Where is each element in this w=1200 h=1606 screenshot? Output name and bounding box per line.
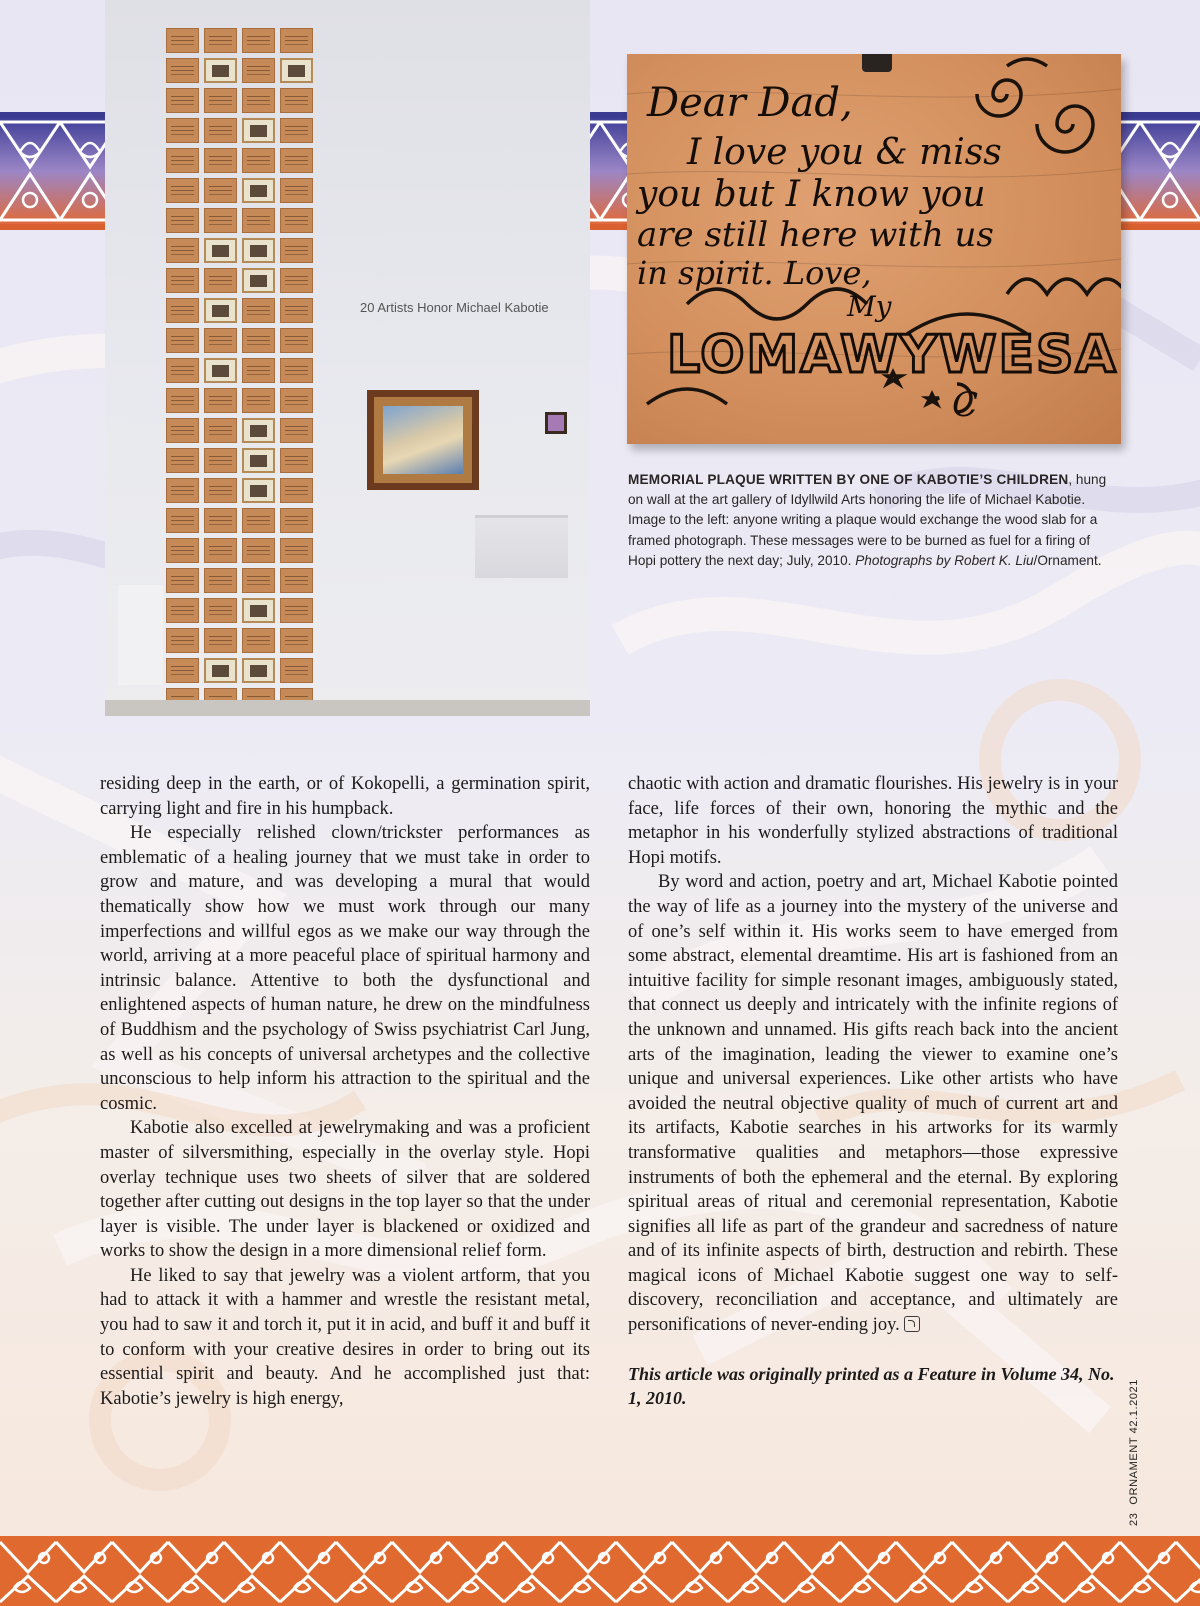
memorial-plaque	[166, 628, 199, 653]
page-number: 23	[1128, 1512, 1140, 1526]
memorial-plaque	[204, 178, 237, 203]
article-paragraph: chaotic with action and dramatic flourishes. His jewelry is in your face, life forces of their own, honoring the mythic and the metaphor in his wonderfully stylized abstractions of traditional Hopi motifs.	[628, 774, 1118, 868]
article-origin-note: This article was originally printed as a Feature in Volume 34, No. 1, 2010.	[628, 1363, 1115, 1409]
memorial-plaque	[166, 88, 199, 113]
memorial-plaque	[280, 658, 313, 683]
memorial-plaque	[280, 358, 313, 383]
memorial-plaque	[242, 328, 275, 353]
memorial-plaque	[280, 418, 313, 443]
memorial-plaque	[242, 268, 275, 293]
memorial-plaque	[280, 328, 313, 353]
memorial-plaque	[204, 538, 237, 563]
memorial-plaque	[166, 388, 199, 413]
memorial-plaque	[204, 358, 237, 383]
article-paragraph: residing deep in the earth, or of Kokopelli, a germination spirit, carrying light and fire in his humpback.	[100, 774, 590, 819]
memorial-plaque	[166, 298, 199, 323]
memorial-plaque	[280, 178, 313, 203]
memorial-plaque	[280, 28, 313, 53]
memorial-plaque	[204, 418, 237, 443]
memorial-plaque	[166, 568, 199, 593]
memorial-plaque	[204, 88, 237, 113]
memorial-plaque	[204, 598, 237, 623]
memorial-plaque	[280, 388, 313, 413]
memorial-plaque	[204, 148, 237, 173]
memorial-plaque	[280, 238, 313, 263]
memorial-plaque	[166, 118, 199, 143]
memorial-plaque	[166, 148, 199, 173]
display-pedestal	[118, 585, 163, 685]
memorial-plaque	[280, 208, 313, 233]
memorial-plaque	[204, 508, 237, 533]
memorial-plaque	[242, 448, 275, 473]
bottom-decorative-band	[0, 1536, 1200, 1606]
memorial-plaque	[166, 658, 199, 683]
magazine-issue: ORNAMENT 42.1.2021	[1128, 1379, 1140, 1505]
memorial-plaque	[280, 448, 313, 473]
plaque-grid	[166, 28, 316, 716]
memorial-plaque	[280, 508, 313, 533]
memorial-plaque	[166, 28, 199, 53]
memorial-plaque	[204, 628, 237, 653]
article-column-left	[100, 772, 590, 1411]
framed-painting	[367, 390, 479, 490]
memorial-plaque	[242, 178, 275, 203]
memorial-plaque	[242, 148, 275, 173]
memorial-plaque	[204, 448, 237, 473]
gallery-wall-label: 20 Artists Honor Michael Kabotie	[360, 300, 549, 315]
memorial-plaque	[280, 268, 313, 293]
memorial-plaque	[204, 328, 237, 353]
memorial-plaque	[204, 658, 237, 683]
memorial-plaque	[166, 328, 199, 353]
memorial-plaque	[166, 448, 199, 473]
page-folio	[1128, 1379, 1140, 1526]
memorial-plaque	[280, 58, 313, 83]
memorial-plaque	[166, 268, 199, 293]
memorial-plaque	[242, 418, 275, 443]
memorial-plaque	[242, 658, 275, 683]
memorial-plaque	[166, 478, 199, 503]
article-column-right	[628, 772, 1118, 1411]
gallery-floor	[105, 700, 590, 716]
memorial-plaque	[280, 628, 313, 653]
memorial-plaque	[204, 298, 237, 323]
memorial-plaque	[242, 628, 275, 653]
memorial-plaque	[166, 538, 199, 563]
memorial-plaque	[242, 568, 275, 593]
memorial-plaque	[204, 568, 237, 593]
memorial-plaque	[280, 598, 313, 623]
gallery-wall-photo	[105, 0, 590, 716]
memorial-plaque	[242, 58, 275, 83]
caption-body: , hung on wall at the art gallery of Idyllwild Arts honoring the life of Michael Kabotie. Image to the left: anyone writing a plaque would exchange the wood slab for a framed photograph. These messages were to be burned as fuel for a firing of Hopi pottery the next day; July, 2010.	[628, 472, 1107, 568]
memorial-plaque	[166, 238, 199, 263]
memorial-plaque	[166, 508, 199, 533]
handwriting-line-3: you but I know you	[637, 174, 986, 215]
caption-heading: MEMORIAL PLAQUE WRITTEN BY ONE OF KABOTIE’S CHILDREN	[628, 472, 1069, 487]
memorial-plaque	[204, 388, 237, 413]
memorial-plaque	[280, 298, 313, 323]
memorial-plaque	[204, 478, 237, 503]
memorial-plaque	[166, 178, 199, 203]
memorial-plaque	[204, 238, 237, 263]
memorial-plaque	[242, 358, 275, 383]
memorial-plaque	[166, 598, 199, 623]
memorial-plaque	[166, 208, 199, 233]
display-shelf	[475, 515, 568, 578]
article-paragraph: Kabotie also excelled at jewelrymaking and was a proficient master of silversmithing, especially in the overlay style. Hopi overlay technique uses two sheets of silver that are soldered together after cutting out designs in the top layer so that the under layer is visible. The under layer is blackened or oxidized and works to show the design in a more dimensional relief form.	[100, 1118, 590, 1262]
memorial-plaque-photo	[627, 54, 1121, 444]
handwriting-line-2: I love you & miss	[687, 132, 1002, 173]
memorial-plaque	[280, 118, 313, 143]
memorial-plaque	[280, 148, 313, 173]
memorial-plaque	[242, 478, 275, 503]
memorial-plaque	[242, 88, 275, 113]
memorial-plaque	[166, 358, 199, 383]
small-framed-artwork	[545, 412, 567, 434]
handwriting-line-5: in spirit. Love,	[637, 254, 872, 292]
article-paragraph-text: By word and action, poetry and art, Michael Kabotie pointed the way of life as a journey into the mystery of the universe and of one’s self within it. His works seem to have emerged from some abstract, elemental dreamtime. His art is fashioned from an intuitive facility for simple resonant images, ambiguously stated, that connect us deeply and intricately with the infinite regions of the unknown and unnamed. His gifts reach back into the ancient arts of the imagination, leading the viewer to examine one’s unique and universal experiences. Like other artists who have avoided the neutral objective quality of much of current art and its artifacts, Kabotie searches in his artworks for its warmly transformative qualities and metaphors—those expressive instruments of both the ephemeral and the eternal. By exploring spiritual areas of ritual and ceremonial representation, Kabotie signifies all life as part of the grandeur and sacredness of nature and of its infinite aspects of birth, destruction and rebirth. These magical icons of Michael Kabotie suggest one way to self-discovery, reconciliation and acceptance, and ultimately are personifications of never-ending joy.	[628, 872, 1118, 1336]
memorial-plaque	[166, 58, 199, 83]
memorial-plaque	[242, 208, 275, 233]
memorial-plaque	[280, 478, 313, 503]
article-paragraph: He especially relished clown/trickster performances as emblematic of a healing journey that we must take in order to grow and mature, and was developing a mural that would thematically show how we must work through our many imperfections and willful egos as we make our way through the world, arriving at a more peaceful place of spiritual harmony and intrinsic balance. Attentive to both the dysfunctional and enlightened aspects of human nature, he drew on the mindfulness of Buddhism and the psychology of Swiss psychiatrist Carl Jung, as well as his concepts of universal archetypes and the collective unconscious to help inform his attraction to the spiritual and the cosmic.	[100, 823, 590, 1114]
memorial-plaque	[204, 118, 237, 143]
handwriting-line-4: are still here with us	[637, 215, 994, 255]
memorial-plaque	[204, 58, 237, 83]
article-paragraph: He liked to say that jewelry was a violent artform, that you had to attack it with a hammer and wrestle the resistant metal, you had to saw it and torch it, put it in acid, and buff it and buff it to conform with your creative desires in order to bring out its essential spirit and beauty. And he accomplished just that: Kabotie’s jewelry is high energy,	[100, 1265, 590, 1409]
memorial-plaque	[242, 298, 275, 323]
memorial-plaque	[204, 28, 237, 53]
memorial-plaque	[242, 238, 275, 263]
handwriting-line-1: Dear Dad,	[647, 80, 853, 126]
memorial-plaque	[166, 418, 199, 443]
caption-credit: Photographs by Robert K. Liu	[855, 552, 1034, 568]
memorial-plaque	[204, 268, 237, 293]
handwriting-line-6: My	[847, 290, 892, 323]
handwriting-name-block: LOMAWYWESA	[667, 325, 1118, 385]
memorial-plaque	[242, 118, 275, 143]
memorial-plaque	[280, 88, 313, 113]
memorial-plaque	[280, 568, 313, 593]
memorial-plaque	[242, 28, 275, 53]
photo-caption	[628, 470, 1118, 571]
caption-credit-rest: /Ornament.	[1033, 552, 1102, 568]
end-of-article-icon	[904, 1316, 920, 1332]
memorial-plaque	[242, 598, 275, 623]
memorial-plaque	[242, 388, 275, 413]
memorial-plaque	[242, 508, 275, 533]
memorial-plaque	[280, 538, 313, 563]
handwriting-initial: C	[952, 385, 979, 425]
plaque-handwriting	[627, 54, 1121, 444]
memorial-plaque	[242, 538, 275, 563]
article-paragraph-final	[628, 870, 1118, 1337]
memorial-plaque	[204, 208, 237, 233]
